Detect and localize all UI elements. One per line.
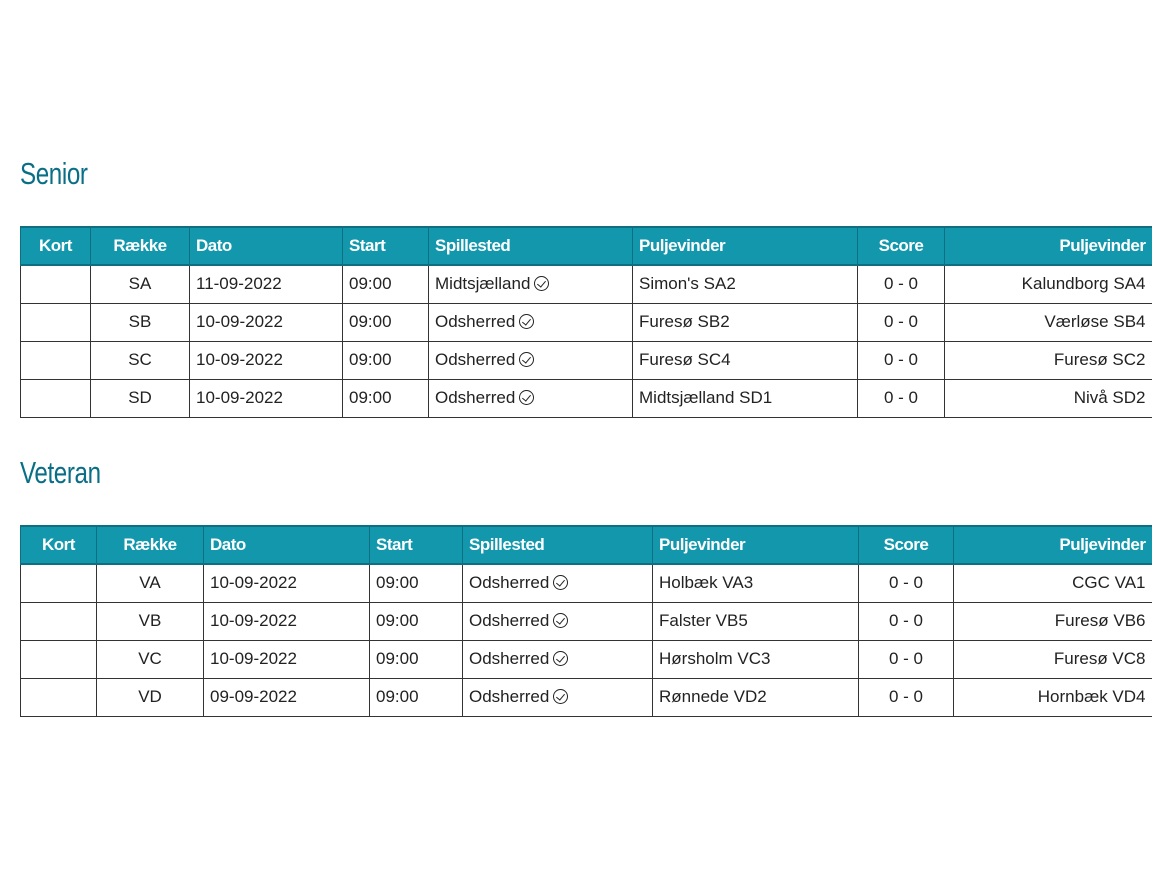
check-circle-icon: [553, 575, 568, 590]
venue-cell[interactable]: [463, 678, 653, 716]
raekke-cell: SC: [91, 341, 190, 379]
score-cell: 0 - 0: [858, 379, 945, 417]
col-header-puljevinder-home: Puljevinder: [633, 227, 858, 265]
venue-name[interactable]: Odsherred: [435, 312, 516, 331]
col-header-puljevinder-away: Puljevinder: [945, 227, 1152, 265]
home-team-cell: Holbæk VA3: [653, 564, 859, 602]
score-cell: 0 - 0: [859, 678, 954, 716]
col-header-puljevinder-home: Puljevinder: [653, 526, 859, 564]
raekke-cell: SB: [91, 303, 190, 341]
start-time-cell: 09:00: [343, 341, 429, 379]
table-header-row: [21, 526, 1152, 564]
col-header-dato: Dato: [190, 227, 343, 265]
venue-name[interactable]: Odsherred: [469, 611, 550, 630]
score-cell: 0 - 0: [858, 341, 945, 379]
score-cell: 0 - 0: [858, 265, 945, 303]
table-row: [21, 303, 1152, 341]
away-team-cell: CGC VA1: [954, 564, 1152, 602]
away-team-cell: Furesø SC2: [945, 341, 1152, 379]
start-time-cell: 09:00: [343, 303, 429, 341]
score-cell: 0 - 0: [859, 602, 954, 640]
venue-cell[interactable]: [463, 564, 653, 602]
raekke-cell: VA: [97, 564, 204, 602]
away-team-cell: Kalundborg SA4: [945, 265, 1152, 303]
venue-cell[interactable]: [429, 379, 633, 417]
date-cell: 11-09-2022: [190, 265, 343, 303]
table-row: [21, 379, 1152, 417]
kort-cell: [21, 678, 97, 716]
kort-cell: [21, 341, 91, 379]
home-team-cell: Rønnede VD2: [653, 678, 859, 716]
start-time-cell: 09:00: [370, 640, 463, 678]
check-circle-icon: [519, 390, 534, 405]
away-team-cell: Nivå SD2: [945, 379, 1152, 417]
col-header-start: Start: [343, 227, 429, 265]
table-row: [21, 640, 1152, 678]
venue-cell[interactable]: [463, 602, 653, 640]
check-circle-icon: [519, 352, 534, 367]
away-team-cell: Værløse SB4: [945, 303, 1152, 341]
score-cell: 0 - 0: [858, 303, 945, 341]
col-header-dato: Dato: [204, 526, 370, 564]
col-header-raekke: Række: [97, 526, 204, 564]
date-cell: 10-09-2022: [190, 303, 343, 341]
table-row: [21, 564, 1152, 602]
col-header-raekke: Række: [91, 227, 190, 265]
venue-cell[interactable]: [429, 265, 633, 303]
senior-section-title: Senior: [20, 156, 88, 191]
col-header-score: Score: [858, 227, 945, 265]
raekke-cell: VD: [97, 678, 204, 716]
col-header-score: Score: [859, 526, 954, 564]
raekke-cell: SA: [91, 265, 190, 303]
start-time-cell: 09:00: [343, 379, 429, 417]
raekke-cell: SD: [91, 379, 190, 417]
kort-cell: [21, 640, 97, 678]
venue-cell[interactable]: [429, 341, 633, 379]
venue-name[interactable]: Midtsjælland: [435, 274, 531, 294]
check-circle-icon: [553, 689, 568, 704]
date-cell: 10-09-2022: [204, 640, 370, 678]
home-team-cell: Simon's SA2: [633, 265, 858, 303]
date-cell: 10-09-2022: [190, 379, 343, 417]
venue-name[interactable]: Odsherred: [469, 687, 550, 706]
date-cell: 09-09-2022: [204, 678, 370, 716]
start-time-cell: 09:00: [370, 564, 463, 602]
home-team-cell: Furesø SB2: [633, 303, 858, 341]
home-team-cell: Furesø SC4: [633, 341, 858, 379]
col-header-kort: Kort: [21, 526, 97, 564]
start-time-cell: 09:00: [370, 678, 463, 716]
score-cell: 0 - 0: [859, 640, 954, 678]
check-circle-icon: [553, 651, 568, 666]
kort-cell: [21, 379, 91, 417]
kort-cell: [21, 303, 91, 341]
col-header-start: Start: [370, 526, 463, 564]
date-cell: 10-09-2022: [204, 602, 370, 640]
venue-name[interactable]: Odsherred: [469, 649, 550, 668]
away-team-cell: Furesø VB6: [954, 602, 1152, 640]
home-team-cell: Midtsjælland SD1: [633, 379, 858, 417]
home-team-cell: Hørsholm VC3: [653, 640, 859, 678]
kort-cell: [21, 265, 91, 303]
venue-name[interactable]: Odsherred: [469, 573, 550, 593]
away-team-cell: Furesø VC8: [954, 640, 1152, 678]
home-team-cell: Falster VB5: [653, 602, 859, 640]
venue-name[interactable]: Odsherred: [435, 350, 516, 369]
senior-fixtures-table: [20, 226, 1152, 418]
kort-cell: [21, 564, 97, 602]
away-team-cell: Hornbæk VD4: [954, 678, 1152, 716]
col-header-spillested: Spillested: [463, 526, 653, 564]
check-circle-icon: [553, 613, 568, 628]
col-header-puljevinder-away: Puljevinder: [954, 526, 1152, 564]
col-header-spillested: Spillested: [429, 227, 633, 265]
date-cell: 10-09-2022: [190, 341, 343, 379]
kort-cell: [21, 602, 97, 640]
table-row: [21, 341, 1152, 379]
venue-name[interactable]: Odsherred: [435, 388, 516, 407]
table-row: [21, 265, 1152, 303]
veteran-fixtures-table: [20, 525, 1152, 717]
venue-cell[interactable]: [463, 640, 653, 678]
score-cell: 0 - 0: [859, 564, 954, 602]
table-row: [21, 678, 1152, 716]
start-time-cell: 09:00: [370, 602, 463, 640]
check-circle-icon: [534, 276, 549, 291]
col-header-kort: Kort: [21, 227, 91, 265]
raekke-cell: VC: [97, 640, 204, 678]
venue-cell[interactable]: [429, 303, 633, 341]
veteran-section-title: Veteran: [20, 455, 101, 490]
date-cell: 10-09-2022: [204, 564, 370, 602]
start-time-cell: 09:00: [343, 265, 429, 303]
table-row: [21, 602, 1152, 640]
check-circle-icon: [519, 314, 534, 329]
table-header-row: [21, 227, 1152, 265]
raekke-cell: VB: [97, 602, 204, 640]
